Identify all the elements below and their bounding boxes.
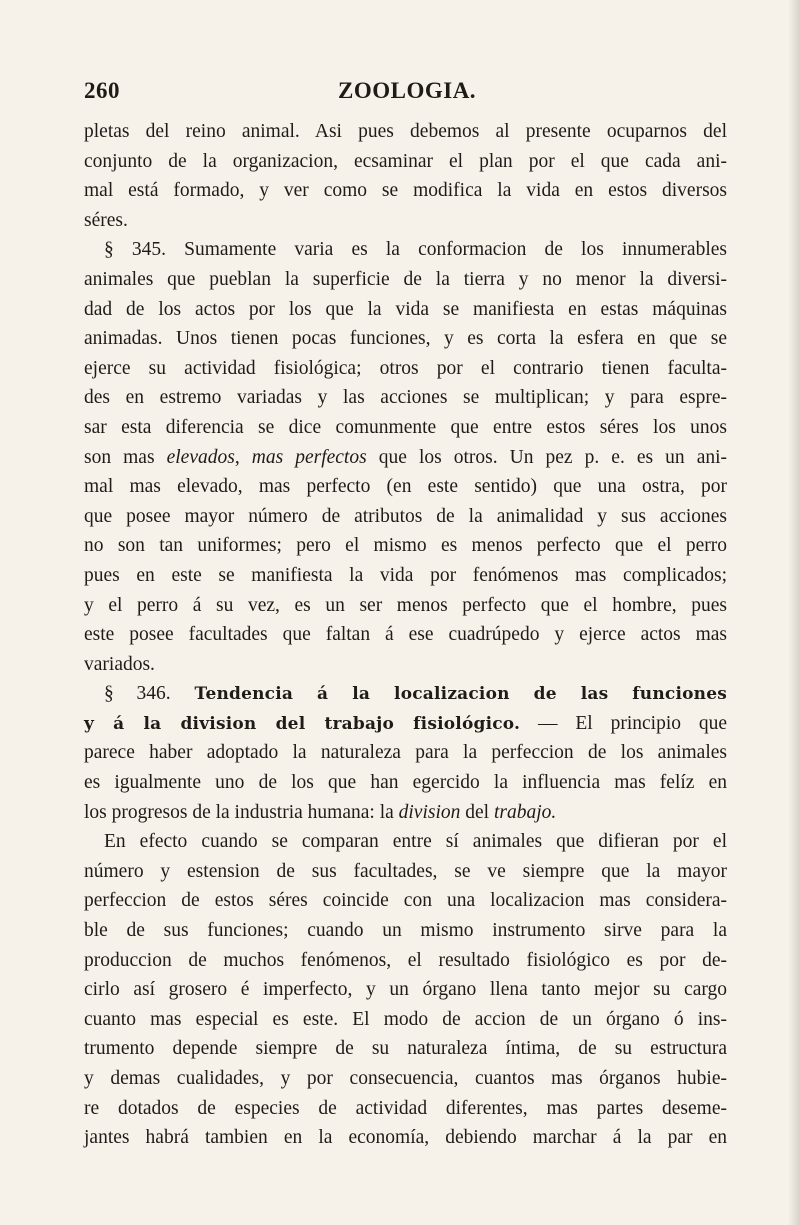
text-line: sar esta diferencia se dice comunmente que entre estos séres los unos bbox=[84, 416, 727, 438]
text-segment: Sumamente varia es la conformacion de los innumerables bbox=[166, 239, 727, 261]
text-line: perfeccion de estos séres coincide con una localizacion mas considera- bbox=[84, 890, 727, 912]
text-line: animales que pueblan la superficie de la tierra y no menor la diversi- bbox=[84, 268, 727, 290]
text-line: que posee mayor número de atributos de la animalidad y sus acciones bbox=[84, 505, 727, 527]
text-line: re dotados de especies de actividad diferentes, mas partes deseme- bbox=[84, 1097, 727, 1119]
text-line: y el perro á su vez, es un ser menos perfecto que el hombre, pues bbox=[84, 594, 727, 616]
text-line bbox=[84, 798, 727, 828]
section-number-345: § 345. bbox=[104, 239, 167, 261]
text-line: ejerce su actividad fisiológica; otros por el contrario tienen faculta- bbox=[84, 357, 727, 379]
text-line: es igualmente uno de los que han egercido la influencia mas felíz en bbox=[84, 772, 727, 794]
text-line: dad de los actos por los que la vida se manifiesta en estas máquinas bbox=[84, 298, 727, 320]
text-line: produccion de muchos fenómenos, el resultado fisiológico es por de- bbox=[84, 949, 727, 971]
text-line: cirlo así grosero é imperfecto, y un órgano llena tanto mejor su cargo bbox=[84, 979, 727, 1001]
paragraph-345-start bbox=[84, 235, 727, 265]
text-line: pues en este se manifiesta la vida por fenómenos mas complicados; bbox=[84, 564, 727, 586]
text-line: este posee facultades que faltan á ese cuadrúpedo y ejerce actos mas bbox=[84, 624, 727, 646]
text-line: variados. bbox=[84, 653, 155, 675]
text-line: no son tan uniformes; pero el mismo es menos perfecto que el perro bbox=[84, 535, 727, 557]
text-line: pletas del reino animal. Asi pues debemos al presente ocuparnos del bbox=[84, 121, 727, 142]
italic-term: division bbox=[398, 801, 461, 823]
running-title: ZOOLOGIA. bbox=[338, 78, 477, 103]
text-line: des en estremo variadas y las acciones se multiplican; y para espre- bbox=[84, 387, 727, 409]
page-edge-shadow bbox=[788, 0, 800, 1225]
section-heading: Tendencia á la localizacion de las funciones bbox=[170, 684, 728, 705]
italic-term: elevados bbox=[166, 446, 235, 468]
section-heading: y á la division del trabajo fisiológico. bbox=[84, 713, 521, 734]
text-line: parece haber adoptado la naturaleza para la perfeccion de los animales bbox=[84, 742, 727, 764]
text-segment: son mas bbox=[84, 446, 167, 468]
text-line: mal está formado, y ver como se modifica la vida en estos diversos bbox=[84, 180, 727, 202]
italic-term: trabajo. bbox=[493, 801, 557, 823]
italic-term: mas perfectos bbox=[251, 446, 367, 468]
text-line bbox=[84, 443, 727, 473]
section-number-346: § 346. bbox=[104, 683, 171, 705]
text-segment: — El principio que bbox=[520, 712, 727, 734]
text-line: trumento depende siempre de su naturaleza íntima, de su estructura bbox=[84, 1038, 727, 1060]
text-line: En efecto cuando se comparan entre sí animales que difieran por el bbox=[104, 831, 727, 853]
paragraph-346-heading bbox=[84, 679, 727, 709]
text-line: y demas cualidades, y por consecuencia, cuantos mas órganos hubie- bbox=[84, 1068, 727, 1089]
text-line: jantes habrá tambien en la economía, debiendo marchar á la par en bbox=[84, 1127, 727, 1149]
text-line: cuanto mas especial es este. El modo de accion de un órgano ó ins- bbox=[84, 1008, 727, 1030]
text-segment: , bbox=[234, 446, 252, 468]
text-line: animadas. Unos tienen pocas funciones, y es corta la esfera en que se bbox=[84, 328, 727, 350]
text-line bbox=[84, 709, 727, 739]
text-line: conjunto de la organizacion, ecsaminar el plan por el que cada ani- bbox=[84, 150, 727, 172]
page-number: 260 bbox=[84, 78, 120, 103]
text-segment: los progresos de la industria humana: la bbox=[84, 801, 399, 823]
text-line: séres. bbox=[84, 209, 128, 231]
text-line: ble de sus funciones; cuando un mismo instrumento sirve para la bbox=[84, 920, 727, 942]
text-segment: que los otros. Un pez p. e. es un ani- bbox=[366, 446, 728, 468]
page-header bbox=[84, 72, 724, 112]
text-line: número y estension de sus facultades, se ve siempre que la mayor bbox=[84, 860, 727, 882]
text-segment: del bbox=[460, 801, 494, 823]
text-line: mal mas elevado, mas perfecto (en este sentido) que una ostra, por bbox=[84, 476, 727, 498]
body-text bbox=[84, 117, 727, 1153]
